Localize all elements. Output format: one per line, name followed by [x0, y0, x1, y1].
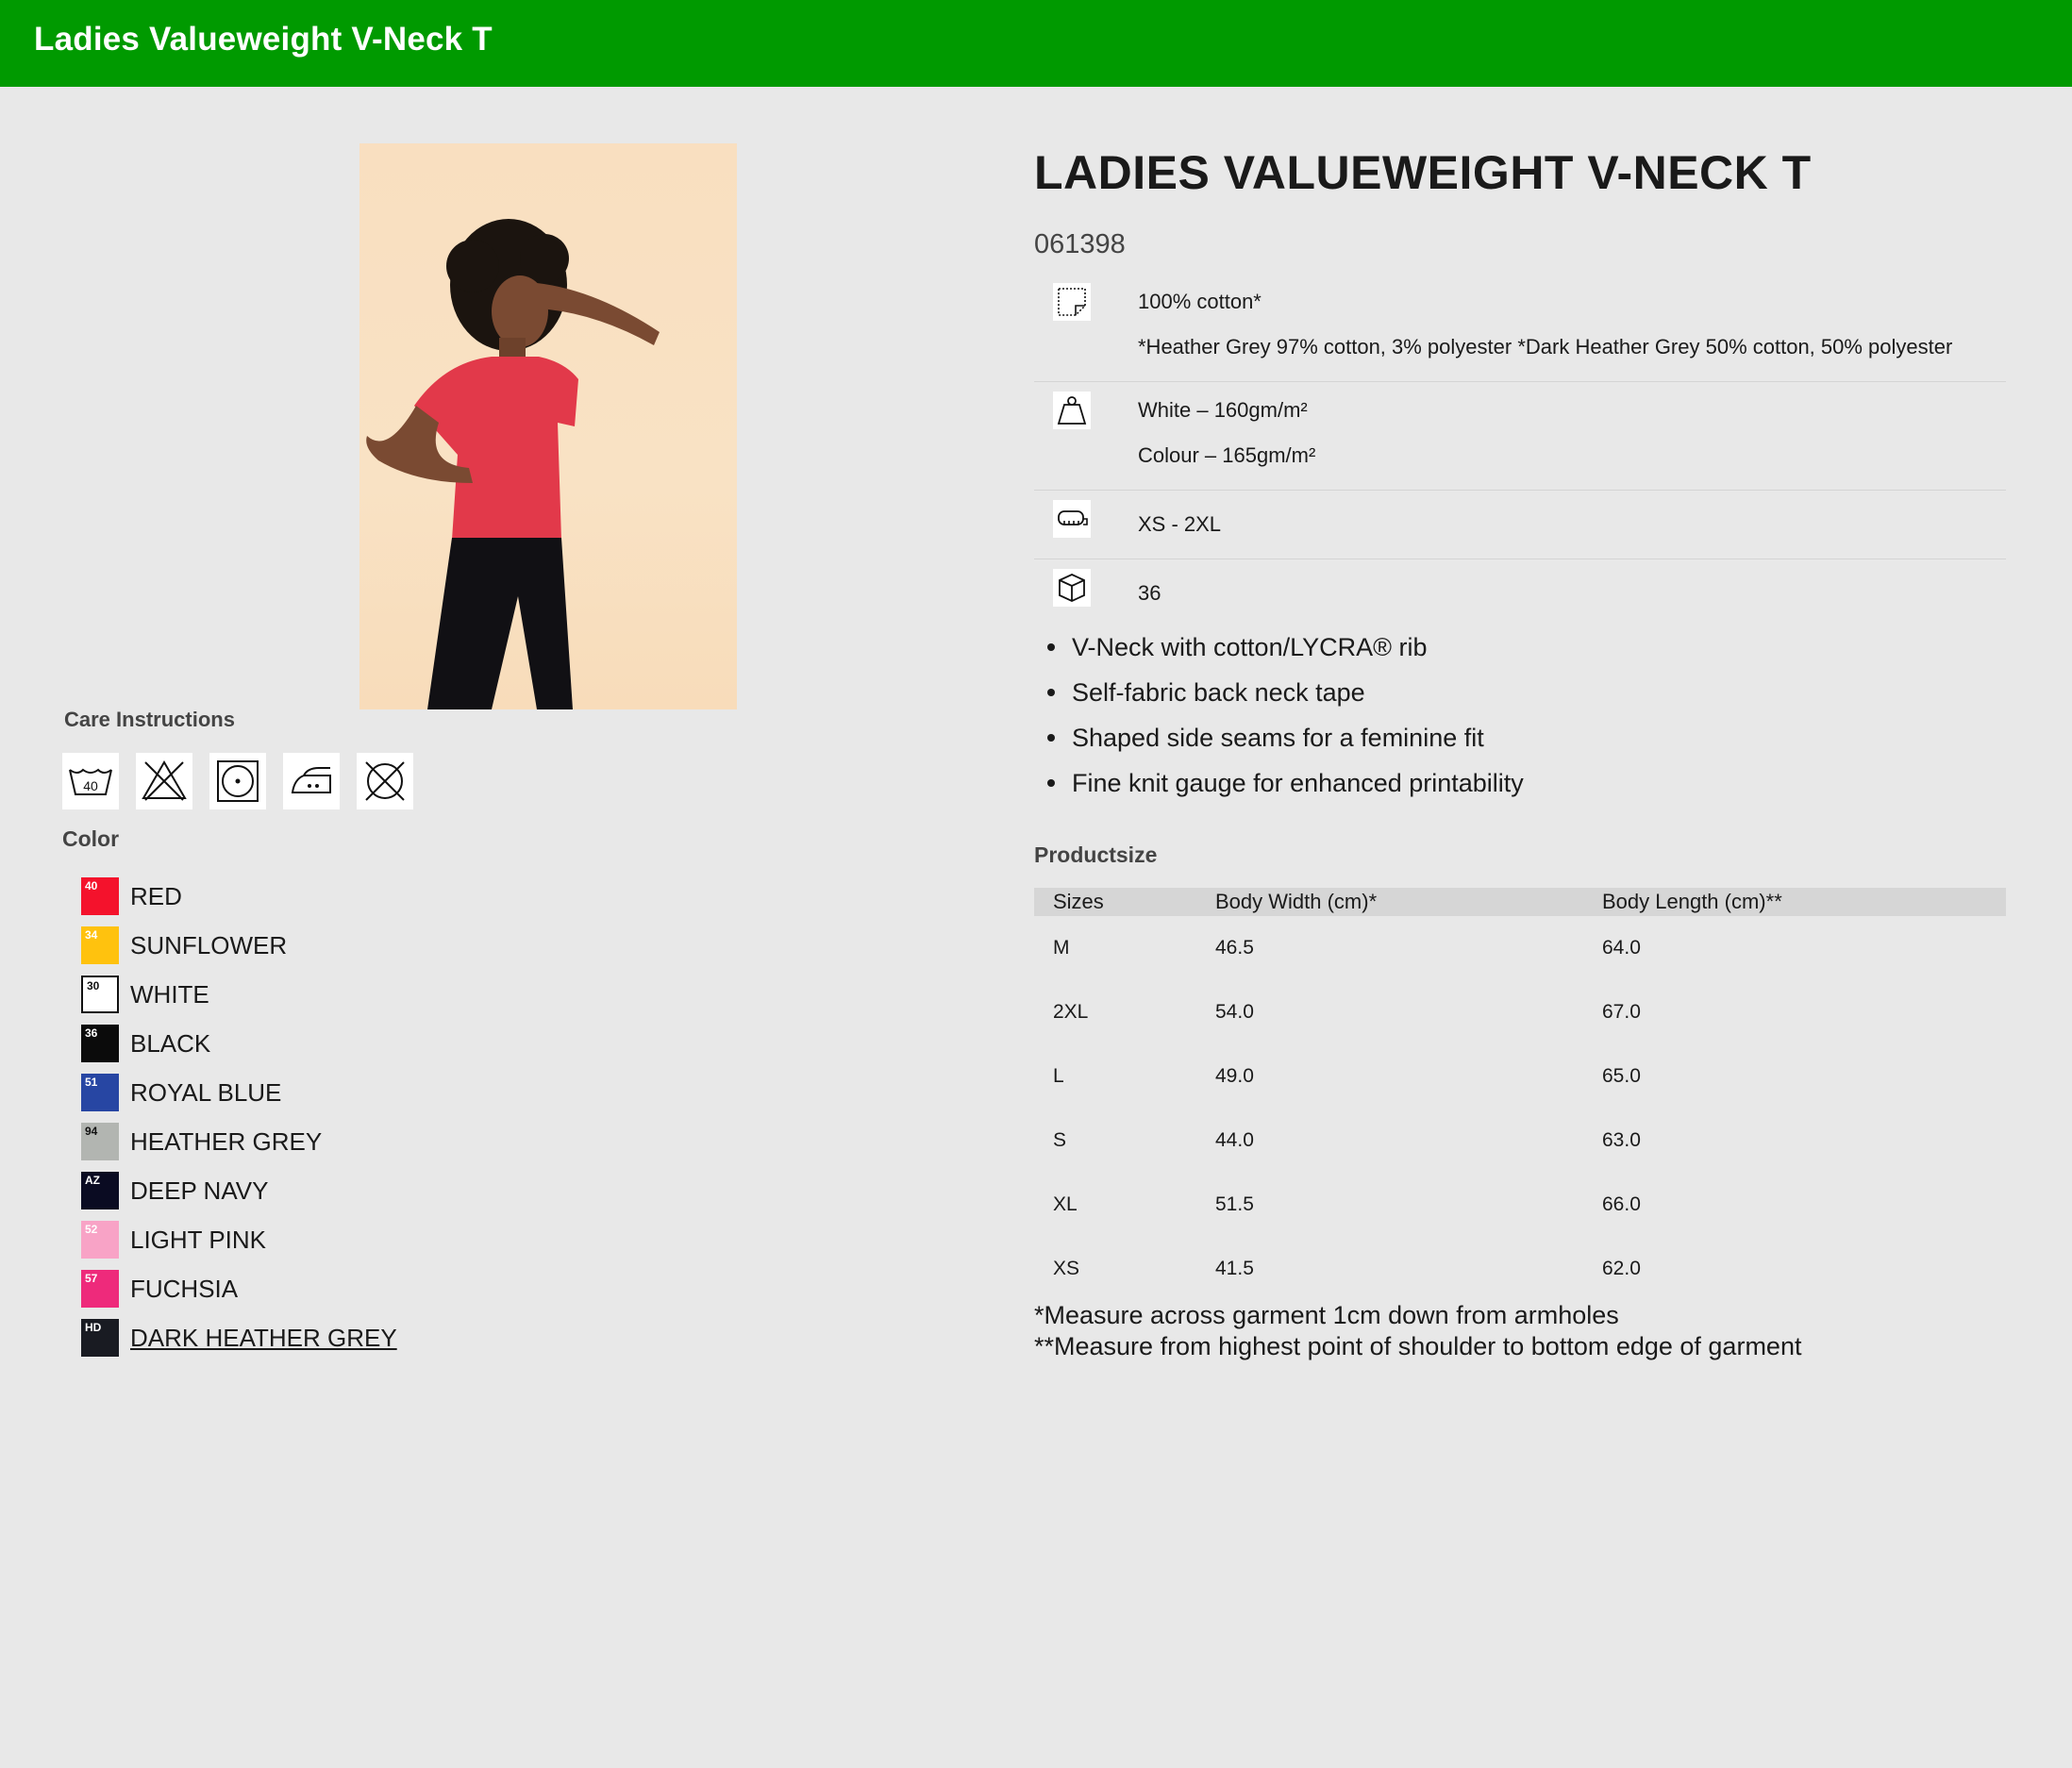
table-row: L 49.0 65.0 — [1053, 1065, 1641, 1087]
color-swatch: 94 — [81, 1123, 119, 1160]
color-option-light-pink[interactable] — [81, 1215, 397, 1264]
spec-sizes: XS - 2XL — [1138, 512, 1222, 536]
table-row: S 44.0 63.0 — [1053, 1129, 1641, 1151]
feature-item: Fine knit gauge for enhanced printability — [1034, 760, 1524, 806]
feature-item: Shaped side seams for a feminine fit — [1034, 715, 1524, 760]
tumble-dry-low-icon — [209, 753, 266, 809]
product-code: 061398 — [1034, 229, 1126, 259]
color-option-heather-grey[interactable] — [81, 1117, 397, 1166]
header-title: Ladies Valueweight V-Neck T — [34, 21, 493, 58]
color-name-link[interactable]: DARK HEATHER GREY — [130, 1323, 397, 1352]
spec-row-pack — [1034, 559, 2006, 627]
spec-table — [1034, 274, 2006, 627]
spec-row-composition — [1034, 274, 2006, 382]
color-option-sunflower[interactable] — [81, 921, 397, 970]
size-table-header — [1034, 888, 2006, 916]
spec-row-weight — [1034, 382, 2006, 491]
color-option-black[interactable] — [81, 1019, 397, 1068]
spec-pack: 36 — [1138, 581, 1161, 605]
color-swatch: 52 — [81, 1221, 119, 1259]
table-row: XL 51.5 66.0 — [1053, 1193, 1641, 1215]
model-photo-illustration — [359, 143, 737, 709]
iron-medium-icon — [283, 753, 340, 809]
color-name: FUCHSIA — [130, 1274, 239, 1303]
header-body-width: Body Width (cm)* — [1196, 888, 1583, 916]
color-swatch: 30 — [81, 976, 119, 1013]
no-bleach-icon — [136, 753, 192, 809]
color-name: HEATHER GREY — [130, 1126, 323, 1156]
header-sizes: Sizes — [1034, 888, 1196, 916]
color-option-fuchsia[interactable] — [81, 1264, 397, 1313]
header-body-length: Body Length (cm)** — [1583, 888, 2006, 916]
care-icons — [62, 753, 413, 809]
color-name: SUNFLOWER — [130, 930, 288, 959]
size-table — [1034, 888, 2006, 1301]
color-name: WHITE — [130, 979, 209, 1009]
color-swatch: HD — [81, 1319, 119, 1357]
svg-text:40: 40 — [83, 778, 98, 793]
spec-composition: 100% cotton* — [1138, 290, 1262, 313]
note-body-width: *Measure across garment 1cm down from armholes — [1034, 1301, 1619, 1329]
color-option-dark-heather-grey[interactable] — [81, 1313, 397, 1362]
spec-weight-colour: Colour – 165gm/m² — [1138, 443, 1316, 467]
note-body-length: **Measure from highest point of shoulder to bottom edge of garment — [1034, 1332, 1802, 1360]
color-swatch: 51 — [81, 1074, 119, 1111]
feature-list — [1034, 625, 1524, 806]
color-swatch: AZ — [81, 1172, 119, 1209]
color-name: DEEP NAVY — [130, 1176, 269, 1205]
table-row: M 46.5 64.0 — [1053, 937, 1641, 959]
color-swatch: 57 — [81, 1270, 119, 1308]
color-name: RED — [130, 881, 182, 910]
color-name: LIGHT PINK — [130, 1225, 267, 1254]
table-row: XS 41.5 62.0 — [1053, 1258, 1641, 1279]
feature-item: V-Neck with cotton/LYCRA® rib — [1034, 625, 1524, 670]
box-icon — [1053, 569, 1091, 607]
color-swatch: 36 — [81, 1025, 119, 1062]
color-option-white[interactable] — [81, 970, 397, 1019]
wash-40-icon — [62, 753, 119, 809]
spec-row-sizes — [1034, 491, 2006, 559]
table-row: 2XL 54.0 67.0 — [1053, 1001, 1641, 1023]
color-option-royal-blue[interactable] — [81, 1068, 397, 1117]
spec-weight-white: White – 160gm/m² — [1138, 398, 1308, 422]
color-option-deep-navy[interactable] — [81, 1166, 397, 1215]
color-swatch: 40 — [81, 877, 119, 915]
color-title: Color — [62, 826, 120, 851]
spec-composition-note: *Heather Grey 97% cotton, 3% polyester *Dark Heather Grey 50% cotton, 50% polyester — [1138, 335, 1953, 359]
page-header — [0, 0, 2072, 87]
color-name: BLACK — [130, 1028, 211, 1058]
care-instructions-title: Care Instructions — [64, 708, 235, 731]
feature-item: Self-fabric back neck tape — [1034, 670, 1524, 715]
productsize-title: Productsize — [1034, 842, 1158, 867]
weight-icon — [1053, 392, 1091, 429]
measurement-notes — [1034, 1300, 1801, 1362]
color-option-red[interactable] — [81, 872, 397, 921]
product-photo — [359, 143, 737, 709]
fabric-icon — [1053, 283, 1091, 321]
product-heading: LADIES VALUEWEIGHT V-NECK T — [1034, 146, 1812, 199]
no-dry-clean-icon — [357, 753, 413, 809]
color-swatch: 34 — [81, 926, 119, 964]
color-list — [81, 872, 397, 1362]
color-name: ROYAL BLUE — [130, 1077, 282, 1107]
measuring-tape-icon — [1053, 500, 1091, 538]
